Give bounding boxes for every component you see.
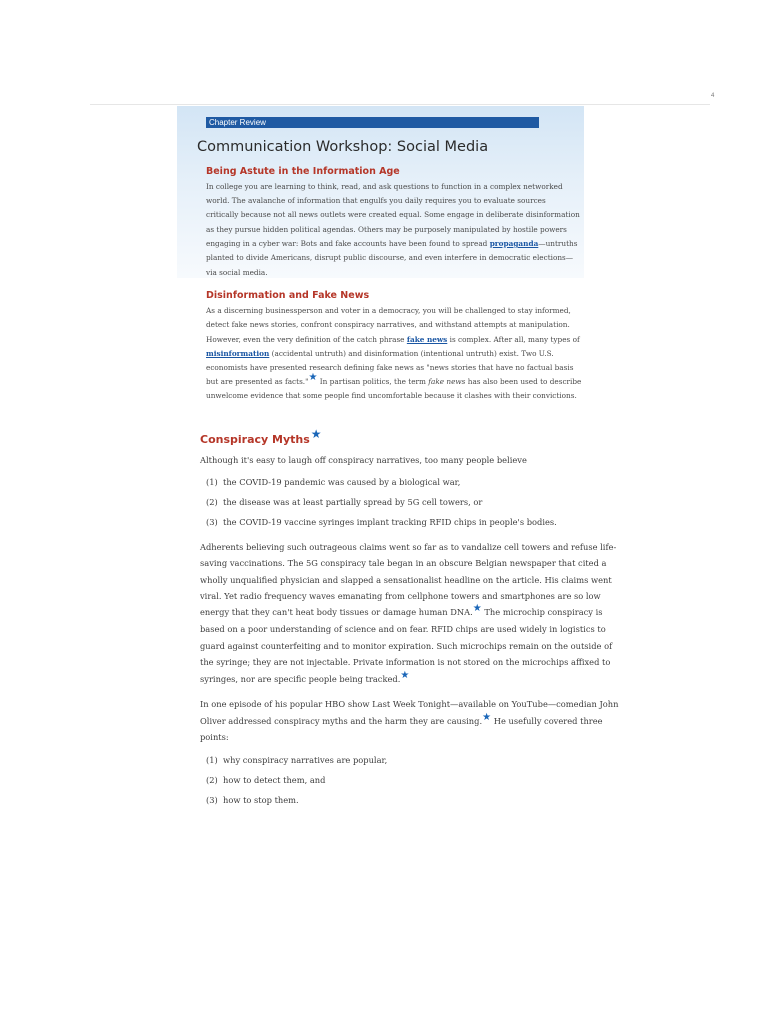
- paragraph-line: unwelcome evidence that some people find uncomfortable because it clashes with their convictions.: [206, 391, 577, 400]
- citation-star-icon[interactable]: ★: [472, 603, 482, 614]
- list-item: [206, 476, 460, 488]
- paragraph-line: critically because not all news outlets were created equal. Some engage in deliberate disinformation: [206, 210, 580, 219]
- paragraph-line: as they pursue hidden political agendas. Others may be purposely manipulated by hostile powers: [206, 225, 567, 234]
- paragraph-line: points:: [200, 732, 229, 742]
- paragraph-line: [206, 239, 578, 249]
- list-number: (1): [206, 477, 218, 487]
- paragraph-line: [206, 335, 580, 345]
- list-item: [206, 794, 299, 806]
- paragraph-line: viral. Yet radio frequency waves emanating from cellphone towers and smartphones are so low: [200, 591, 601, 601]
- paragraph-line: detect fake news stories, confront conspiracy narratives, and withstand attempts at manipulation.: [206, 320, 570, 329]
- list-text: why conspiracy narratives are popular,: [223, 755, 388, 765]
- paragraph-text: In partisan politics, the term: [319, 377, 426, 386]
- citation-star-icon[interactable]: ★: [308, 372, 318, 383]
- paragraph-line: As a discerning businessperson and voter in a democracy, you will be challenged to stay informed,: [206, 306, 571, 315]
- paragraph-text: (accidental untruth) and disinformation (intentional untruth) exist. Two U.S.: [271, 349, 554, 358]
- paragraph-text: has also been used to describe: [467, 377, 582, 386]
- paragraph-line: the syringe; they are not injectable. Private information is not stored on the microchips affixed to: [200, 657, 611, 667]
- workshop-title: Communication Workshop: Social Media: [197, 139, 489, 155]
- misinformation-link[interactable]: misinformation: [206, 349, 270, 358]
- paragraph-line: economists have presented research defining fake news as "news stories that have no factual basis: [206, 363, 574, 372]
- paragraph-line: wholly unqualified physician and slapped a sensationalist headline on the article. His claims went: [200, 575, 612, 585]
- paragraph-text: Oliver addressed conspiracy myths and the harm they are causing.: [200, 716, 483, 726]
- list-text: the COVID-19 pandemic was caused by a biological war,: [223, 477, 461, 487]
- paragraph-line: In one episode of his popular HBO show Last Week Tonight—available on YouTube—comedian John: [200, 699, 619, 709]
- paragraph-line: In college you are learning to think, read, and ask questions to function in a complex networked: [206, 182, 563, 191]
- propaganda-link[interactable]: propaganda: [489, 239, 539, 248]
- paragraph-text: engaging in a cyber war: Bots and fake accounts have been found to spread: [206, 239, 488, 248]
- paragraph-line: guard against counterfeiting and to monitor expiration. Such microchips remain on the outside of: [200, 641, 613, 651]
- chapter-review-banner: Chapter Review: [206, 117, 539, 128]
- conspiracy-myths-heading: [200, 427, 322, 446]
- paragraph-text: is complex. After all, many types of: [449, 335, 580, 344]
- paragraph-text: energy that they can't heat body tissues or damage human DNA.: [200, 607, 473, 617]
- paragraph-line: [200, 712, 603, 728]
- list-item: [206, 774, 325, 786]
- paragraph-line: Adherents believing such outrageous claims went so far as to vandalize cell towers and refuse life-: [200, 542, 617, 552]
- list-number: (3): [206, 795, 218, 805]
- list-text: the disease was at least partially spread by 5G cell towers, or: [223, 497, 483, 507]
- page-top-divider: [90, 104, 710, 105]
- section-heading-information-age: Being Astute in the Information Age: [206, 166, 400, 177]
- page-number-marker: 4: [711, 93, 715, 99]
- paragraph-emphasis: fake news: [428, 377, 466, 386]
- paragraph-text: but are presented as facts.": [206, 377, 309, 386]
- citation-star-icon[interactable]: ★: [400, 670, 410, 681]
- heading-text: Conspiracy Myths: [200, 433, 310, 446]
- list-item: [206, 516, 557, 528]
- list-text: how to detect them, and: [223, 775, 326, 785]
- list-text: the COVID-19 vaccine syringes implant tracking RFID chips in people's bodies.: [223, 517, 557, 527]
- paragraph-text: syringes, nor are specific people being tracked.: [200, 674, 401, 684]
- paragraph-line: [200, 670, 410, 686]
- paragraph-line: [206, 349, 554, 359]
- paragraph-text: The microchip conspiracy is: [484, 607, 603, 617]
- paragraph-line: [206, 372, 582, 387]
- list-number: (3): [206, 517, 218, 527]
- paragraph-line: planted to divide Americans, disrupt public discourse, and even interfere in democratic elections—: [206, 253, 574, 262]
- list-number: (2): [206, 497, 218, 507]
- list-number: (1): [206, 755, 218, 765]
- section-heading-fake-news: Disinformation and Fake News: [206, 290, 370, 301]
- fake-news-link[interactable]: fake news: [406, 335, 448, 344]
- paragraph-text: However, even the very definition of the catch phrase: [206, 335, 405, 344]
- list-number: (2): [206, 775, 218, 785]
- intro-line: Although it's easy to laugh off conspiracy narratives, too many people believe: [200, 455, 527, 465]
- paragraph-text: He usefully covered three: [493, 716, 603, 726]
- citation-star-icon[interactable]: ★: [482, 712, 492, 723]
- paragraph-text: —untruths: [538, 239, 578, 248]
- paragraph-line: based on a poor understanding of science and on fear. RFID chips are used widely in logistics to: [200, 624, 606, 634]
- citation-star-icon[interactable]: ★: [310, 427, 322, 441]
- list-text: how to stop them.: [223, 795, 299, 805]
- paragraph-line: via social media.: [206, 268, 268, 277]
- list-item: [206, 496, 482, 508]
- paragraph-line: [200, 603, 603, 619]
- list-item: [206, 754, 387, 766]
- paragraph-line: saving vaccinations. The 5G conspiracy tale began in an obscure Belgian newspaper that cited a: [200, 558, 607, 568]
- paragraph-line: world. The avalanche of information that engulfs you daily requires you to evaluate sources: [206, 196, 546, 205]
